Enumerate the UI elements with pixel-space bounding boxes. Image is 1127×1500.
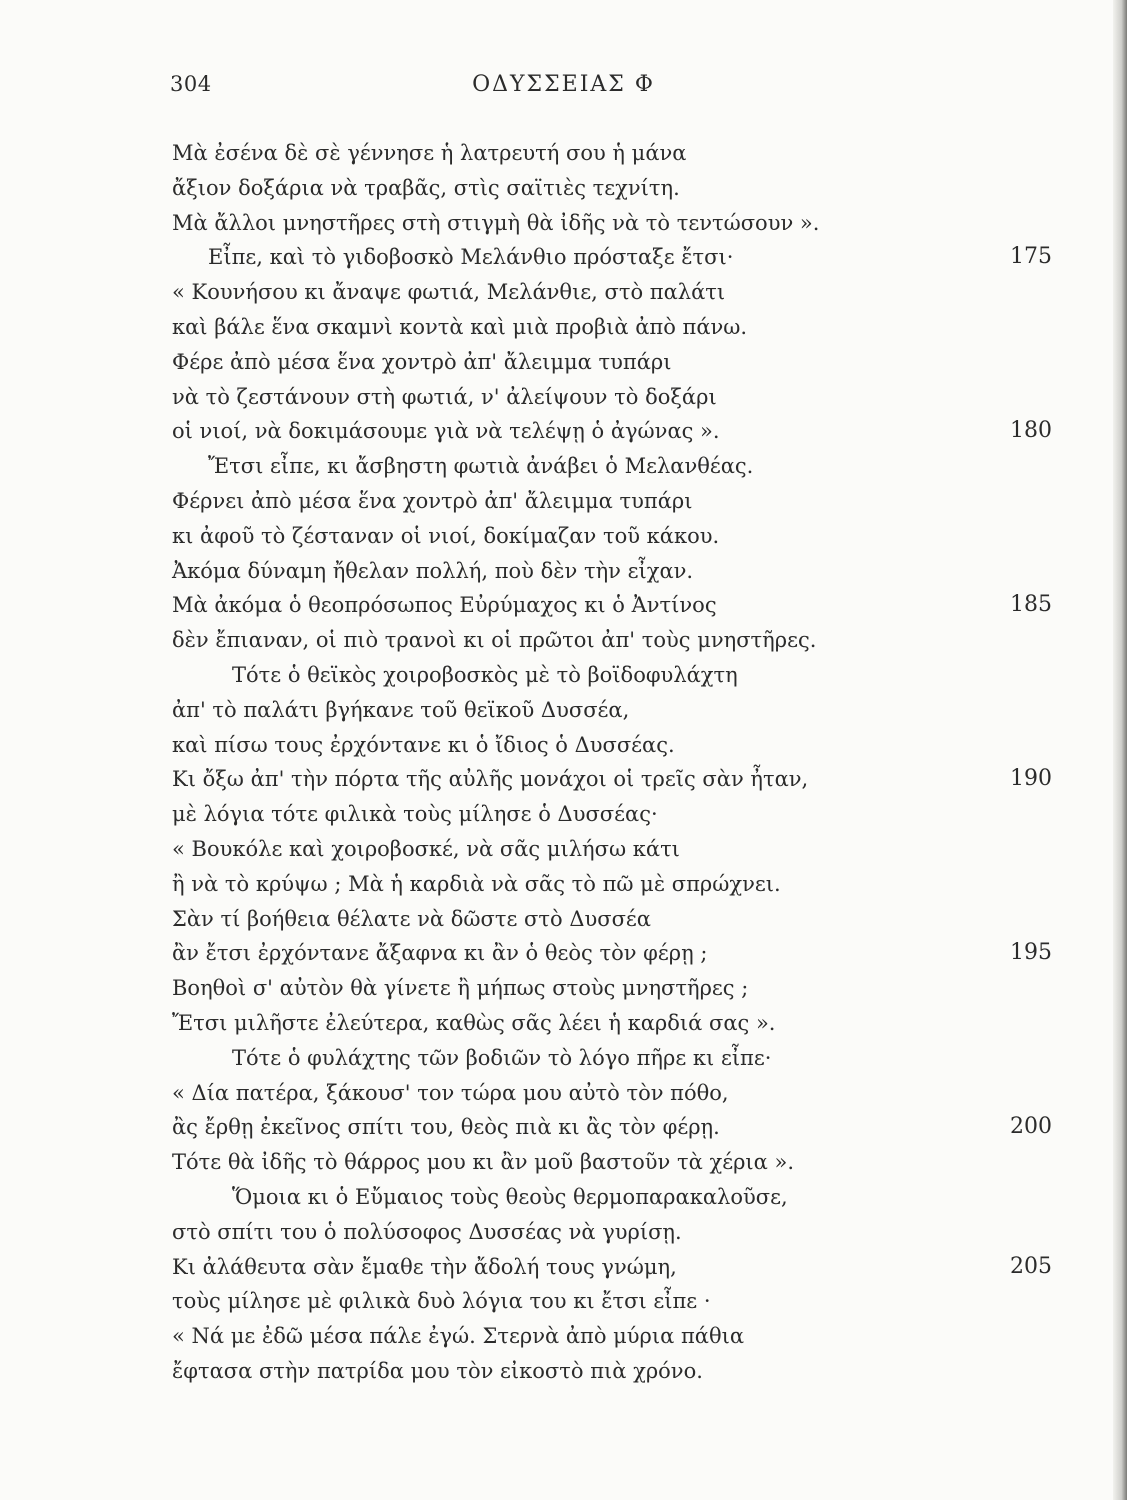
verse-text: ἔφτασα στὴν πατρίδα μου τὸν εἰκοστὸ πιὰ χρόνο.	[172, 1358, 703, 1383]
verse-text: Εἶπε, καὶ τὸ γιδοβοσκὸ Μελάνθιο πρόσταξε ἔτσι·	[208, 245, 734, 270]
verse-text: Μὰ ἐσένα δὲ σὲ γέννησε ἡ λατρευτή σου ἡ μάνα	[172, 141, 687, 165]
verse-line	[172, 1250, 1052, 1285]
verse-line	[172, 449, 1052, 484]
verse-line	[172, 1180, 1052, 1215]
verse-text: « Κουνήσου κι ἄναψε φωτιά, Μελάνθιε, στὸ παλάτι	[172, 280, 726, 305]
verse-line	[172, 623, 1052, 658]
verse-text: Τότε θὰ ἰδῆς τὸ θάρρος μου κι ἂν μοῦ βαστοῦν τὰ χέρια ».	[172, 1150, 795, 1175]
verse-text: τοὺς μίλησε μὲ φιλικὰ δυὸ λόγια του κι ἔτσι εἶπε ·	[172, 1289, 711, 1314]
verse-text: Κι ὄξω ἀπ' τὴν πόρτα τῆς αὐλῆς μονάχοι οἱ τρεῖς σὰν ἦταν,	[172, 767, 809, 792]
verse-text: Ἔτσι εἶπε, κι ἄσβηστη φωτιὰ ἀνάβει ὁ Μελανθέας.	[208, 454, 754, 479]
verse-line	[172, 693, 1052, 728]
verse-line	[172, 345, 1052, 380]
line-number: 205	[1010, 1253, 1052, 1279]
verse-text: « Νά με ἐδῶ μέσα πάλε ἐγώ. Στερνὰ ἀπὸ μύρια πάθια	[172, 1324, 745, 1349]
line-number: 180	[1010, 418, 1052, 444]
line-number: 185	[1010, 592, 1052, 618]
verse-line	[172, 1006, 1052, 1041]
verse-text: ἢ νὰ τὸ κρύψω ; Μὰ ἡ καρδιὰ νὰ σᾶς τὸ πῶ μὲ σπρώχνει.	[172, 871, 781, 896]
verse-text: Μὰ ἄλλοι μνηστῆρες στὴ στιγμὴ θὰ ἰδῆς νὰ τὸ τεντώσουν ».	[172, 210, 820, 235]
verse-line	[172, 519, 1052, 554]
verse-line	[172, 554, 1052, 589]
verse-text: ἀπ' τὸ παλάτι βγήκανε τοῦ θεϊκοῦ Δυσσέα,	[172, 697, 630, 722]
verse-line	[172, 206, 1052, 241]
line-number: 190	[1010, 766, 1052, 792]
verse-line	[172, 484, 1052, 519]
verse-text: οἱ νιοί, νὰ δοκιμάσουμε γιὰ νὰ τελέψῃ ὁ ἀγώνας ».	[172, 419, 720, 444]
verse-text: ἂν ἔτσι ἐρχόντανε ἄξαφνα κι ἂν ὁ θεὸς τὸν φέρῃ ;	[172, 941, 708, 966]
verse-line	[172, 240, 1052, 275]
verse-line	[172, 1354, 1052, 1389]
verse-text: δὲν ἔπιαναν, οἱ πιὸ τρανοὶ κι οἱ πρῶτοι ἀπ' τοὺς μνηστῆρες.	[172, 628, 817, 653]
line-number: 195	[1010, 940, 1052, 966]
verse-text: Μὰ ἀκόμα ὁ θεοπρόσωπος Εὐρύμαχος κι ὁ Ἀντίνος	[172, 593, 717, 618]
verse-text: Σὰν τί βοήθεια θέλατε νὰ δῶστε στὸ Δυσσέα	[172, 906, 651, 931]
verse-line	[172, 728, 1052, 763]
verse-text: Ὅμοια κι ὁ Εὔμαιος τοὺς θεοὺς θερμοπαρακαλοῦσε,	[232, 1184, 788, 1209]
verse-line	[172, 867, 1052, 902]
verse-line	[172, 380, 1052, 415]
verse-text: Ἔτσι μιλῆστε ἐλεύτερα, καθὼς σᾶς λέει ἡ καρδιά σας ».	[172, 1010, 776, 1035]
verse-text: καὶ πίσω τους ἐρχόντανε κι ὁ ἴδιος ὁ Δυσσέας.	[172, 732, 675, 757]
verse-text: Φέρε ἀπὸ μέσα ἕνα χοντρὸ ἀπ' ἄλειμμα τυπάρι	[172, 349, 672, 374]
line-number: 175	[1010, 244, 1052, 270]
verse-text: Ἀκόμα δύναμη ἤθελαν πολλή, ποὺ δὲν τὴν εἶχαν.	[172, 558, 694, 583]
verse-text: ἄξιον δοξάρια νὰ τραβᾶς, στὶς σαϊτιὲς τεχνίτη.	[172, 175, 680, 200]
verse-text: « Δία πατέρα, ξάκουσ' τον τώρα μου αὐτὸ τὸν πόθο,	[172, 1080, 729, 1105]
verse-block	[172, 136, 1052, 1389]
verse-text: « Βουκόλε καὶ χοιροβοσκέ, νὰ σᾶς μιλήσω κάτι	[172, 836, 680, 861]
verse-text: στὸ σπίτι του ὁ πολύσοφος Δυσσέας νὰ γυρίσῃ.	[172, 1219, 682, 1244]
verse-line	[172, 797, 1052, 832]
verse-line	[172, 762, 1052, 797]
page-edge-shadow	[1113, 0, 1127, 1500]
page-number: 304	[170, 72, 212, 96]
verse-text: νὰ τὸ ζεστάνουν στὴ φωτιά, ν' ἀλείψουν τὸ δοξάρι	[172, 384, 717, 409]
verse-line	[172, 414, 1052, 449]
verse-text: Κι ἀλάθευτα σὰν ἔμαθε τὴν ἄδολή τους γνώμη,	[172, 1254, 677, 1279]
line-number: 200	[1010, 1114, 1052, 1140]
verse-text: Τότε ὁ φυλάχτης τῶν βοδιῶν τὸ λόγο πῆρε κι εἶπε·	[232, 1045, 772, 1070]
verse-line	[172, 1319, 1052, 1354]
verse-text: Βοηθοὶ σ' αὐτὸν θὰ γίνετε ἢ μήπως στοὺς μνηστῆρες ;	[172, 976, 749, 1001]
verse-line	[172, 832, 1052, 867]
verse-line	[172, 310, 1052, 345]
verse-text: Φέρνει ἀπὸ μέσα ἕνα χοντρὸ ἀπ' ἄλειμμα τυπάρι	[172, 488, 693, 513]
verse-line	[172, 1284, 1052, 1319]
verse-text: καὶ βάλε ἕνα σκαμνὶ κοντὰ καὶ μιὰ προβιὰ ἀπὸ πάνω.	[172, 314, 748, 339]
verse-line	[172, 902, 1052, 937]
verse-text: Τότε ὁ θεϊκὸς χοιροβοσκὸς μὲ τὸ βοϊδοφυλάχτη	[232, 662, 738, 687]
verse-line	[172, 588, 1052, 623]
verse-line	[172, 275, 1052, 310]
verse-text: ἂς ἔρθῃ ἐκεῖνος σπίτι του, θεὸς πιὰ κι ἂς τὸν φέρῃ.	[172, 1115, 720, 1140]
verse-line	[172, 171, 1052, 206]
verse-line	[172, 1076, 1052, 1111]
verse-text: μὲ λόγια τότε φιλικὰ τοὺς μίλησε ὁ Δυσσέας·	[172, 802, 658, 827]
verse-line	[172, 1110, 1052, 1145]
verse-line	[172, 936, 1052, 971]
verse-text: κι ἀφοῦ τὸ ζέσταναν οἱ νιοί, δοκίμαζαν τοῦ κάκου.	[172, 523, 720, 548]
verse-line	[172, 971, 1052, 1006]
verse-line	[172, 1041, 1052, 1076]
running-title: ΟΔΥΣΣΕΙΑΣ Φ	[472, 72, 655, 97]
running-header	[0, 72, 1127, 108]
verse-line	[172, 1145, 1052, 1180]
verse-line	[172, 658, 1052, 693]
verse-line	[172, 136, 1052, 171]
verse-line	[172, 1215, 1052, 1250]
